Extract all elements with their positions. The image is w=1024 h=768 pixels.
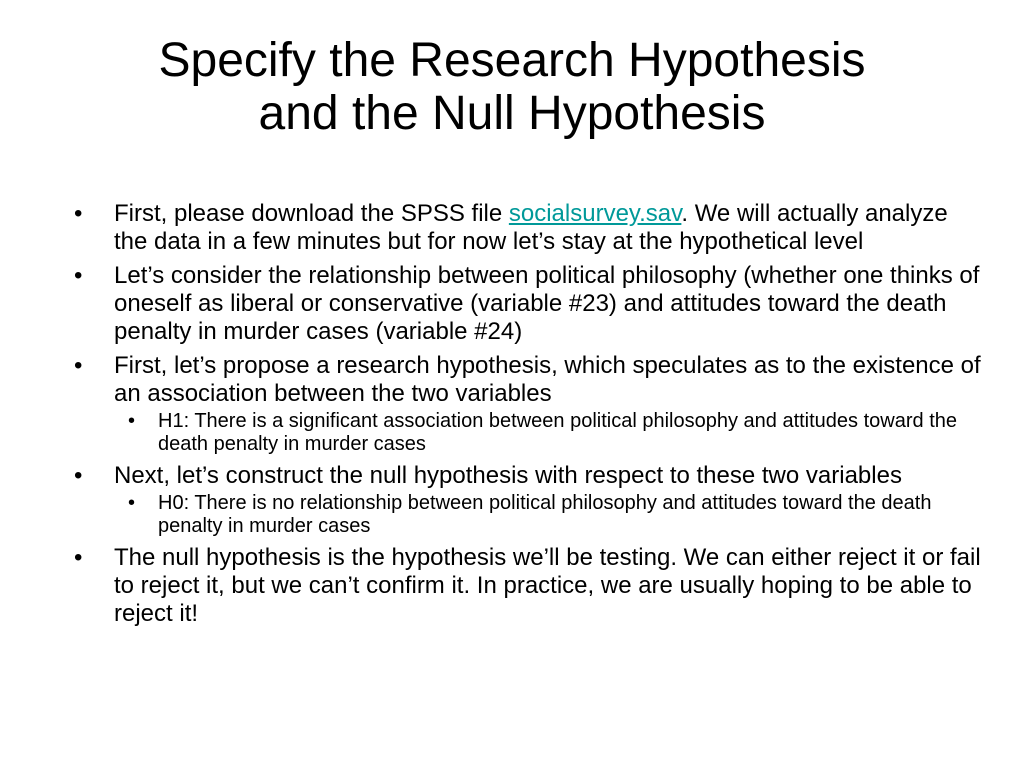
sub-bullet-text: H0: There is no relationship between political philosophy and attitudes toward the death penalty in murder cases bbox=[158, 492, 932, 537]
sub-bullet-list bbox=[114, 492, 982, 538]
bullet-text: First, please download the SPSS file bbox=[114, 200, 509, 227]
bullet-item-research-hypothesis bbox=[72, 352, 982, 456]
bullet-list bbox=[72, 200, 982, 634]
bullet-text: First, let’s propose a research hypothesis, which speculates as to the existence of an association between the two variables bbox=[114, 352, 981, 407]
bullet-text-continued: . We will actually analyze the data in a few minutes but for now let’s stay at the hypothetical level bbox=[114, 200, 948, 255]
bullet-item-null-hypothesis bbox=[72, 462, 982, 538]
sub-bullet-text: H1: There is a significant association between political philosophy and attitudes toward the death penalty in murder cases bbox=[158, 410, 957, 455]
bullet-item-testing bbox=[72, 544, 982, 628]
bullet-marker: • bbox=[74, 544, 83, 571]
sub-bullet-h0 bbox=[114, 492, 982, 538]
socialsurvey-file-link[interactable]: socialsurvey.sav bbox=[508, 200, 682, 227]
bullet-item-download bbox=[72, 200, 982, 256]
bullet-marker: • bbox=[74, 262, 83, 289]
sub-bullet-marker: • bbox=[128, 410, 136, 432]
sub-bullet-h1 bbox=[114, 410, 982, 456]
sub-bullet-marker: • bbox=[128, 492, 136, 514]
slide-title-line-1: Specify the Research Hypothesis bbox=[158, 34, 866, 87]
bullet-marker: • bbox=[74, 200, 83, 227]
slide-title bbox=[40, 34, 984, 141]
slide-title-line-2: and the Null Hypothesis bbox=[258, 87, 766, 141]
bullet-text: Next, let’s construct the null hypothesis with respect to these two variables bbox=[114, 462, 902, 489]
bullet-marker: • bbox=[74, 352, 83, 379]
bullet-marker: • bbox=[74, 462, 83, 489]
bullet-text: Let’s consider the relationship between political philosophy (whether one thinks of oneself as liberal or conservative (variable #23) and attitudes toward the death penalty in murder cases (variable #24) bbox=[114, 262, 980, 345]
sub-bullet-list bbox=[114, 410, 982, 456]
bullet-item-relationship bbox=[72, 262, 982, 346]
bullet-text: The null hypothesis is the hypothesis we’ll be testing. We can either reject it or fail to reject it, but we can’t confirm it. In practice, we are usually hoping to be able to reject it! bbox=[114, 544, 981, 627]
